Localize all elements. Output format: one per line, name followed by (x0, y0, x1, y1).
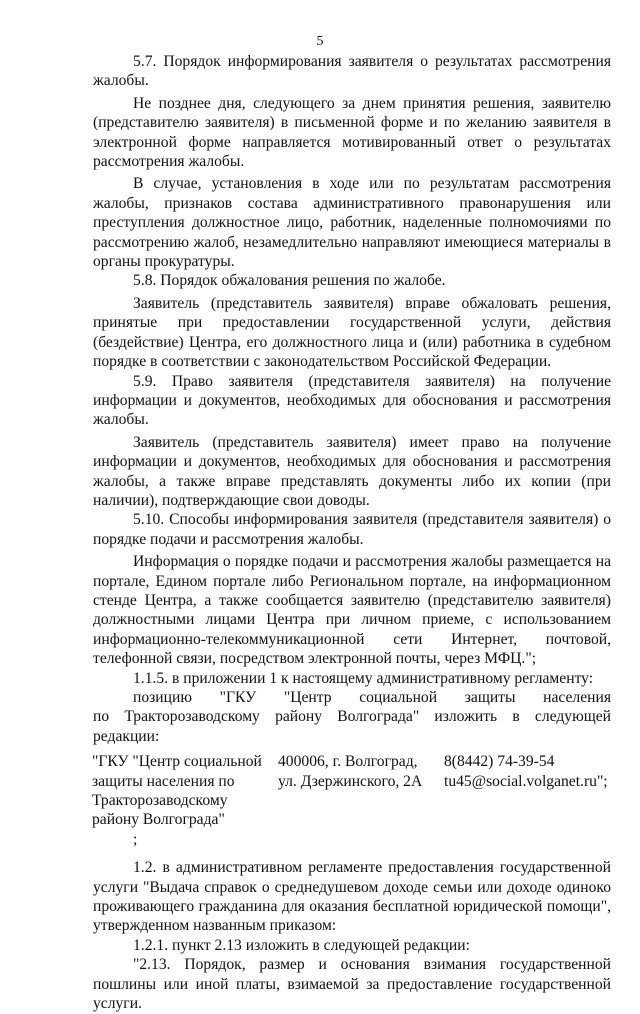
paragraph-5-9: 5.9. Право заявителя (представителя заявителя) на получение информации и документов, необходимых для обоснования и рассмотрения жалобы. (93, 372, 611, 429)
paragraph: Информация о порядке подачи и рассмотрения жалобы размещается на портале, Едином портале либо Региональном портале, на информационном стенде Центра, а также сообщается заявителю (представителю заявителя) должностными лицами Центра при личном приеме, с использованием информационно-телекоммуникационной сети Интернет, почтовой, телефонной связи, посредством электронной почты, через МФЦ."; (93, 553, 611, 668)
paragraph: Заявитель (представитель заявителя) имеет право на получение информации и документов, необходимых для обоснования и рассмотрения жалобы, а также вправе представлять документы либо их копии (при наличии), подтверждающие свои доводы. (93, 433, 611, 509)
paragraph-1-1-5: 1.1.5. в приложении 1 к настоящему административному регламенту: (133, 669, 594, 687)
position-line: позицию "ГКУ "Центр социальной защиты населения (133, 689, 611, 706)
semicolon-line: ; (133, 830, 138, 848)
contacts-cell: 8(8442) 74-39-54 tu45@social.volganet.ru"; (444, 753, 608, 790)
page-number: 5 (316, 34, 324, 49)
paragraph-5-8: 5.8. Порядок обжалования решения по жалобе. (133, 272, 446, 290)
organization-cell: "ГКУ "Центр социальной защиты населения по Тракторозаводскому району Волгограда" (92, 753, 262, 829)
address-cell: 400006, г. Волгоград, ул. Дзержинского, 2А (278, 753, 423, 790)
paragraph-2-13: "2.13. Порядок, размер и основания взимания государственной пошлины или иной платы, взимаемой за предоставление государственной услуги. (93, 956, 611, 1013)
paragraph: Не позднее дня, следующего за днем принятия решения, заявителю (представителю заявителя) в письменной форме и по желанию заявителя в электронной форме направляется мотивированный ответ о результатах рассмотрения жалобы. (93, 94, 611, 171)
paragraph-5-10: 5.10. Способы информирования заявителя (представителя заявителя) о порядке подачи и рассмотрения жалобы. (93, 511, 611, 548)
address-table-row (92, 752, 611, 830)
paragraph-5-7: 5.7. Порядок информирования заявителя о результатах рассмотрения жалобы. (93, 53, 611, 90)
paragraph-1-2: 1.2. в административном регламенте предоставления государственной услуги "Выдача справок о среднедушевом доходе семьи или доходе одиноко проживающего гражданина для оказания бесплатной юридической помощи", утвержденном названным приказом: (93, 859, 611, 935)
paragraph-1-2-1: 1.2.1. пункт 2.13 изложить в следующей редакции: (133, 936, 470, 954)
paragraph: В случае, установления в ходе или по результатам рассмотрения жалобы, признаков состава административного правонарушения или преступления должностное лицо, работник, наделенные полномочиями по рассмотрению жалоб, незамедлительно направляют имеющиеся материалы в органы прокуратуры. (93, 175, 611, 271)
paragraph: Заявитель (представитель заявителя) вправе обжаловать решения, принятые при предоставлении государственной услуги, действия (бездействие) Центра, его должностного лица и (или) работника в судебном порядке в соответствии с законодательством Российской Федерации. (93, 294, 611, 371)
position-continuation: по Тракторозаводскому району Волгограда" изложить в следующей редакции: (93, 708, 611, 745)
document-body (93, 52, 611, 1014)
